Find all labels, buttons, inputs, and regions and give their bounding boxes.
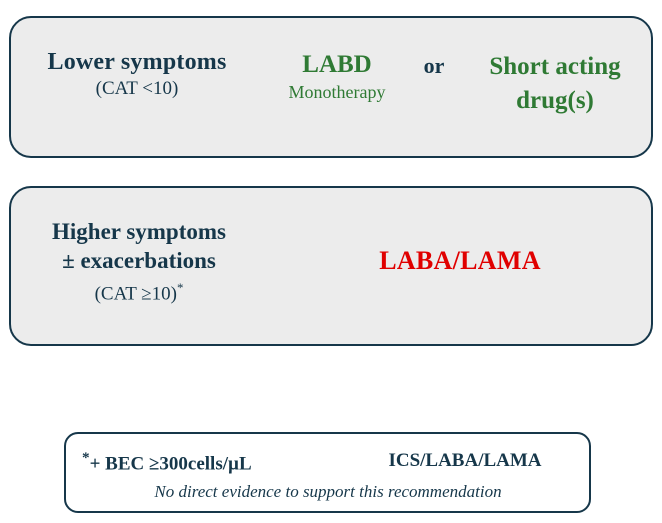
- higher-symptoms-title-line1: Higher symptoms: [52, 219, 226, 244]
- higher-symptoms-label-group: [14, 217, 264, 307]
- labd-monotherapy-label: Monotherapy: [288, 82, 386, 102]
- higher-symptoms-cat-score: [14, 275, 264, 307]
- ics-laba-lama-treatment: ICS/LABA/LAMA: [388, 450, 542, 471]
- bec-footnote: No direct evidence to support this recommendation: [154, 482, 502, 501]
- higher-symptoms-cat-value: (CAT ≥10): [94, 283, 177, 305]
- bec-criterion-text: + BEC ≥300cells/µL: [89, 453, 252, 475]
- lower-symptoms-label-group: [18, 48, 256, 102]
- lower-symptoms-title: Lower symptoms: [47, 49, 227, 75]
- laba-lama-treatment: LABA/LAMA: [379, 246, 541, 275]
- short-acting-drugs-group: [462, 50, 648, 118]
- bec-asterisk: *: [82, 449, 90, 466]
- bec-criterion: [82, 449, 322, 475]
- labd-treatment-group: [262, 50, 412, 104]
- higher-symptoms-title-line2: ± exacerbations: [62, 248, 216, 273]
- short-acting-line2: drug(s): [516, 87, 594, 114]
- labd-title: LABD: [302, 51, 372, 78]
- short-acting-line1: Short acting: [489, 53, 621, 80]
- higher-symptoms-cat-asterisk: *: [176, 280, 184, 295]
- lower-symptoms-cat-score: (CAT <10): [95, 78, 179, 99]
- or-connector: or: [423, 53, 445, 78]
